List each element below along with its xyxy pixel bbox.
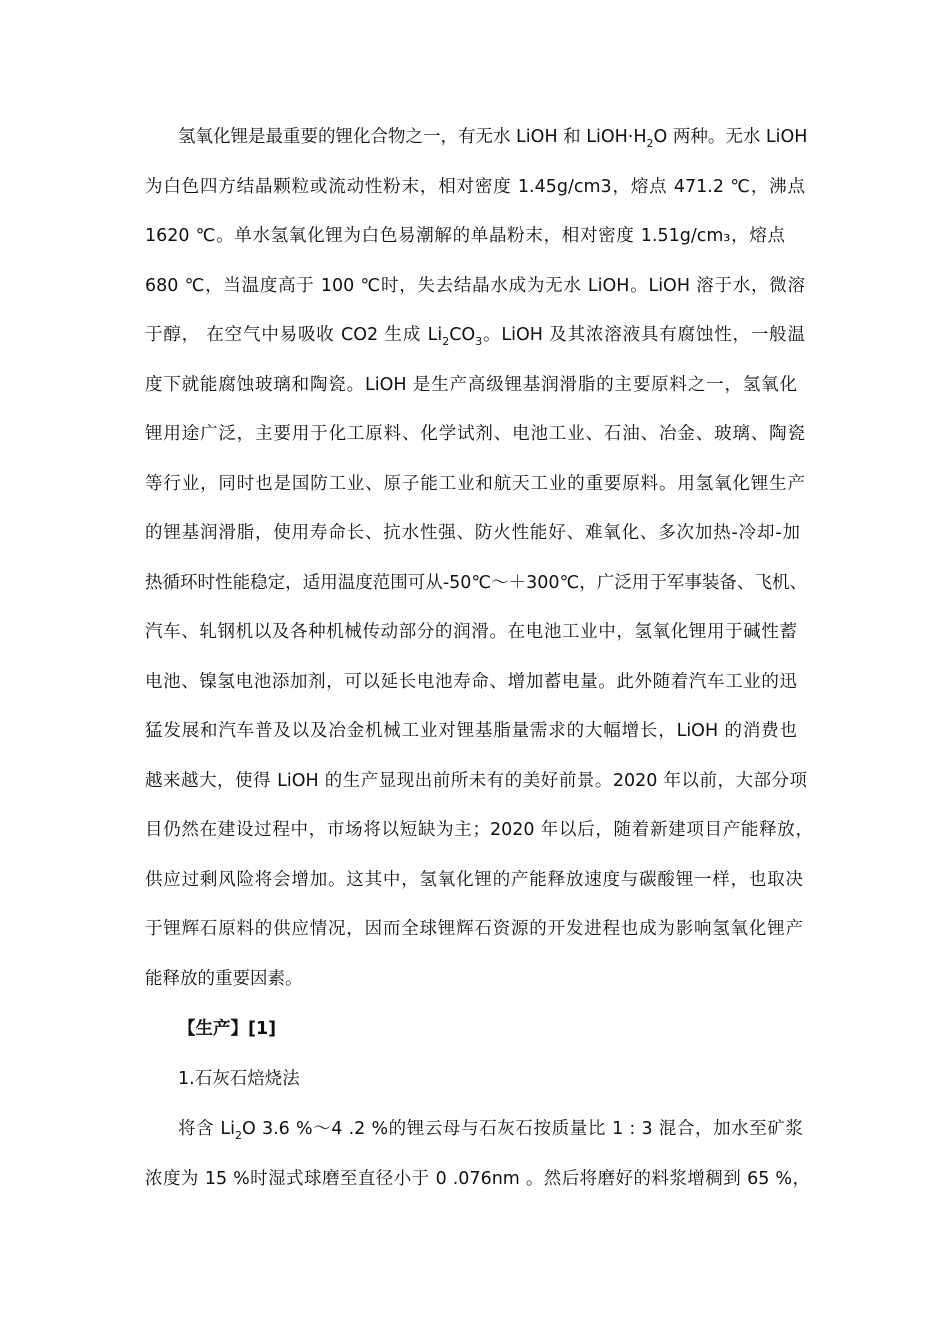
- paragraph1-line-9: 的锂基润滑脂，使用寿命长、抗水性强、防火性能好、难氧化、多次加热-冷却-加: [145, 523, 800, 543]
- paragraph2-line-2: 浓度为 15 %时湿式球磨至直径小于 0 .076nm 。然后将磨好的料浆增稠到 65 %，: [145, 1169, 810, 1189]
- paragraph1-line-13: 猛发展和汽车普及以及冶金机械工业对锂基脂量需求的大幅增长，LiOH 的消费也: [145, 721, 797, 741]
- paragraph1-line-16: 供应过剩风险将会增加。这其中，氢氧化锂的产能释放速度与碳酸锂一样，也取决: [145, 870, 803, 890]
- paragraph1-line-10: 热循环时性能稳定，适用温度范围可从-50℃～＋300℃，广泛用于军事装备、飞机、: [145, 573, 807, 593]
- paragraph1-line-8: 等行业，同时也是国防工业、原子能工业和航天工业的重要原料。用氢氧化锂生产: [145, 474, 805, 494]
- section-heading: 【生产】[1]: [178, 1019, 277, 1039]
- paragraph1-line-4: 680 ℃，当温度高于 100 ℃时，失去结晶水成为无水 LiOH。LiOH 溶于水，微溶: [145, 276, 805, 296]
- paragraph1-line-7: 锂用途广泛，主要用于化工原料、化学试剂、电池工业、石油、冶金、玻璃、陶瓷: [145, 424, 805, 444]
- paragraph1-line-2: 为白色四方结晶颗粒或流动性粉末，相对密度 1.45g/cm3，熔点 471.2 ℃，沸点: [145, 177, 805, 197]
- paragraph1-line-17: 于锂辉石原料的供应情况，因而全球锂辉石资源的开发进程也成为影响氢氧化锂产: [145, 919, 803, 939]
- paragraph1-line-11: 汽车、轧钢机以及各种机械传动部分的润滑。在电池工业中，氢氧化锂用于碱性蓄: [145, 622, 797, 642]
- paragraph1-line-14: 越来越大，使得 LiOH 的生产显现出前所未有的美好前景。2020 年以前，大部分项: [145, 771, 807, 791]
- paragraph1-line-5: 于醇， 在空气中易吸收 CO2 生成 $Li_2CO_3$。LiOH 及其浓溶液具有腐蚀性，一般温: [145, 325, 805, 348]
- paragraph2-line-1: 将含 $Li_2O$ 3.6 %～4 .2 %的锂云母与石灰石按质量比 1 : 3 混合，加水至矿浆: [178, 1119, 803, 1142]
- paragraph1-line-1: 氢氧化锂是最重要的锂化合物之一，有无水 LiOH 和 $LiOH\cdot H_2O$ 两种。无水 LiOH: [178, 127, 808, 150]
- paragraph1-line-18: 能释放的重要因素。: [145, 969, 303, 989]
- paragraph1-line-3: 1620 ℃。单水氢氧化锂为白色易潮解的单晶粉末，相对密度 1.51g/cm₃，熔点: [145, 226, 785, 246]
- paragraph1-line-12: 电池、镍氢电池添加剂，可以延长电池寿命、增加蓄电量。此外随着汽车工业的迅: [145, 672, 797, 692]
- subheading: 1.石灰石焙烧法: [178, 1069, 300, 1089]
- paragraph1-line-6: 度下就能腐蚀玻璃和陶瓷。LiOH 是生产高级锂基润滑脂的主要原料之一，氢氧化: [145, 375, 797, 395]
- paragraph1-line-15: 目仍然在建设过程中，市场将以短缺为主；2020 年以后，随着新建项目产能释放，: [145, 820, 813, 840]
